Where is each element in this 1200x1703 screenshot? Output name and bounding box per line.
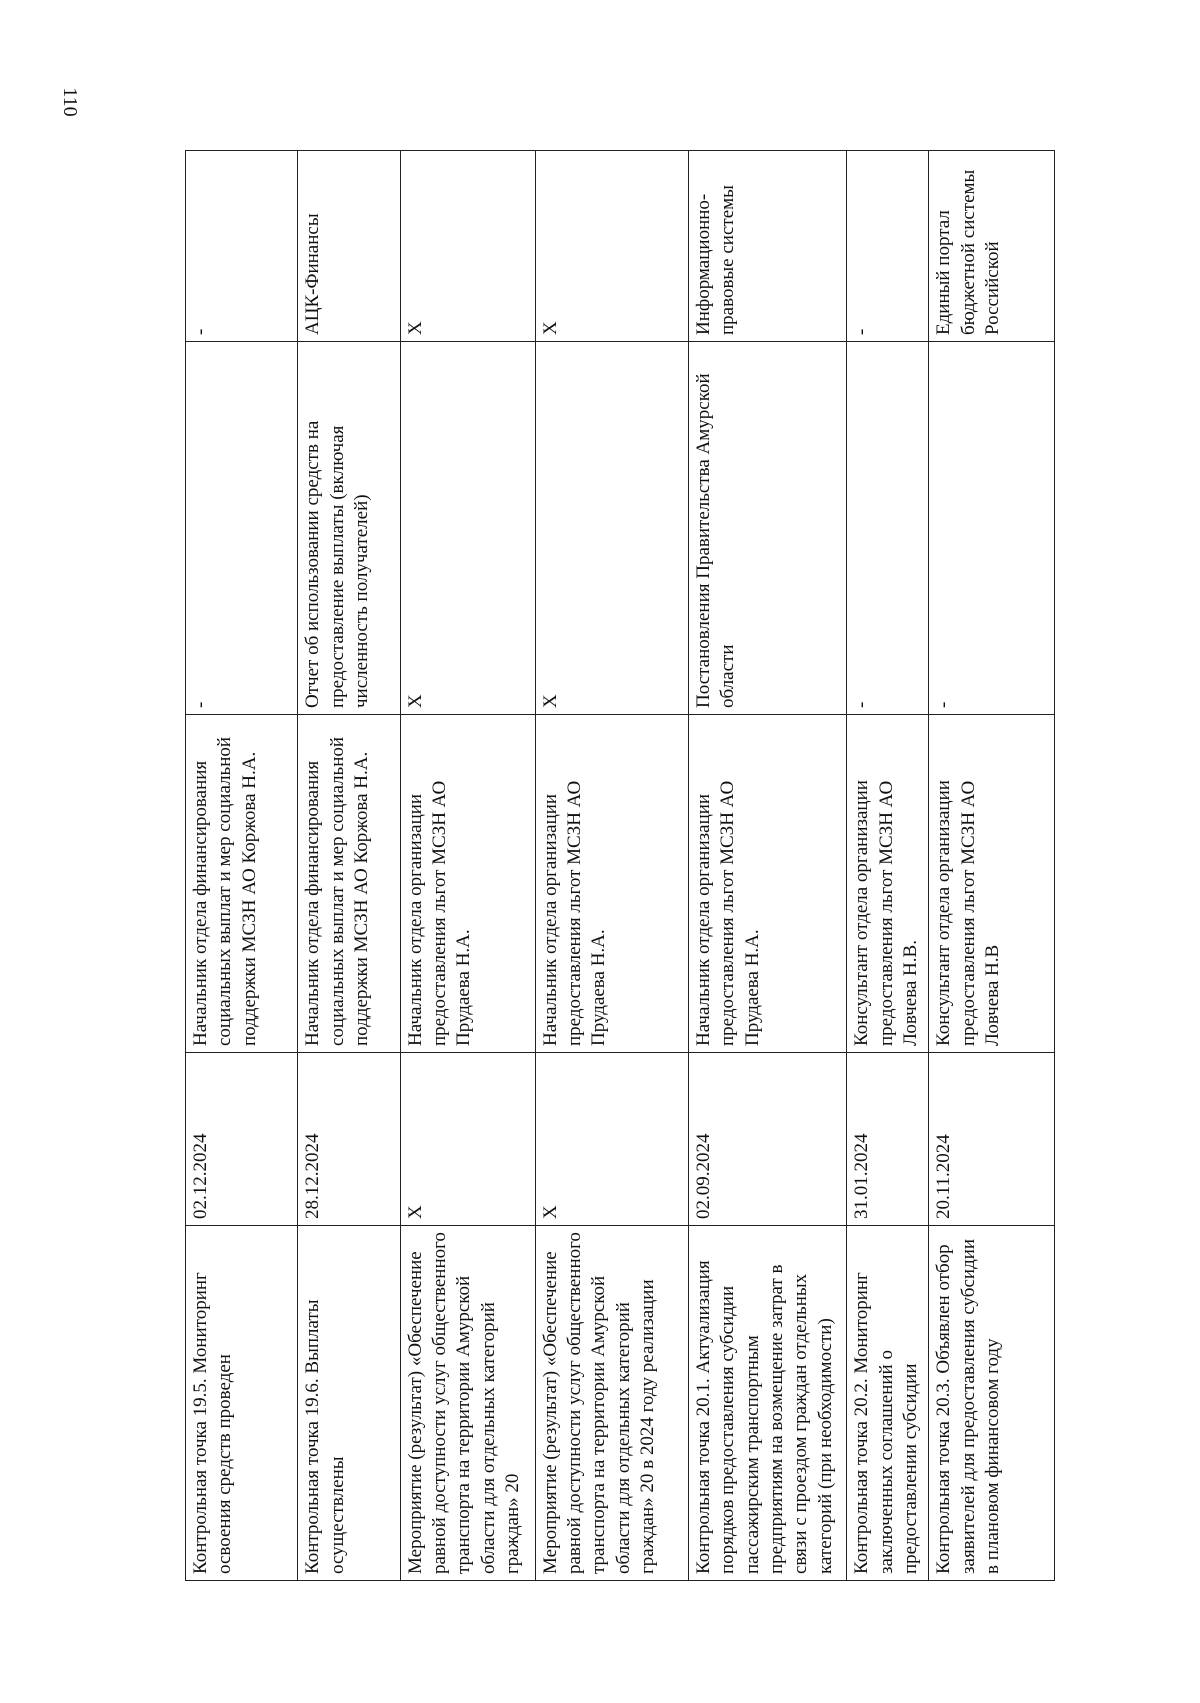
cell-date: X (535, 1053, 688, 1226)
cell-document: - (929, 342, 1055, 715)
cell-event: Контрольная точка 19.6. Выплаты осуществлены (298, 1226, 400, 1581)
cell-document: Постановления Правительства Амурской области (689, 342, 847, 715)
table-row (400, 151, 535, 1581)
table-row (535, 151, 688, 1581)
cell-system: АЦК-Финансы (298, 151, 400, 342)
cell-responsible: Начальник отдела организации предоставления льгот МСЗН АО Прудаева Н.А. (689, 715, 847, 1053)
cell-responsible: Начальник отдела финансирования социальных выплат и мер социальной поддержки МСЗН АО Коржова Н.А. (186, 715, 298, 1053)
table-row (186, 151, 298, 1581)
cell-date: 31.01.2024 (847, 1053, 929, 1226)
cell-system: Единый портал бюджетной системы Российской (929, 151, 1055, 342)
cell-system: X (400, 151, 535, 342)
cell-document: - (847, 342, 929, 715)
cell-system: X (535, 151, 688, 342)
rotated-table-container (185, 151, 1055, 1581)
cell-date: 02.09.2024 (689, 1053, 847, 1226)
cell-date: X (400, 1053, 535, 1226)
cell-document: - (186, 342, 298, 715)
cell-event: Контрольная точка 20.2. Мониторинг заключенных соглашений о предоставлении субсидии (847, 1226, 929, 1581)
table-row (847, 151, 929, 1581)
cell-responsible: Начальник отдела организации предоставления льгот МСЗН АО Прудаева Н.А. (535, 715, 688, 1053)
table-row (929, 151, 1055, 1581)
cell-event: Мероприятие (результат) «Обеспечение равной доступности услуг общественного транспорта на территории Амурской области для отдельных категорий граждан» 20 в 2024 году реализации (535, 1226, 688, 1581)
cell-document: X (400, 342, 535, 715)
cell-date: 28.12.2024 (298, 1053, 400, 1226)
cell-responsible: Консультант отдела организации предоставления льгот МСЗН АО Ловчева Н.В. (847, 715, 929, 1053)
cell-system: Информационно-правовые системы (689, 151, 847, 342)
table-row (689, 151, 847, 1581)
cell-date: 02.12.2024 (186, 1053, 298, 1226)
cell-system: - (847, 151, 929, 342)
table-row (298, 151, 400, 1581)
cell-document: Отчет об использовании средств на предоставление выплаты (включая численность получателей) (298, 342, 400, 715)
cell-event: Мероприятие (результат) «Обеспечение равной доступности услуг общественного транспорта на территории Амурской области для отдельных категорий граждан» 20 (400, 1226, 535, 1581)
plan-table (185, 150, 1055, 1581)
page-number: 110 (59, 87, 81, 117)
cell-event: Контрольная точка 20.1. Актуализация порядков предоставления субсидии пассажирским транспортным предприятиям на возмещение затрат в связи с проездом граждан отдельных категорий (при необходимости) (689, 1226, 847, 1581)
cell-responsible: Начальник отдела финансирования социальных выплат и мер социальной поддержки МСЗН АО Коржова Н.А. (298, 715, 400, 1053)
cell-responsible: Консультант отдела организации предоставления льгот МСЗН АО Ловчева Н.В (929, 715, 1055, 1053)
cell-responsible: Начальник отдела организации предоставления льгот МСЗН АО Прудаева Н.А. (400, 715, 535, 1053)
cell-document: X (535, 342, 688, 715)
cell-event: Контрольная точка 20.3. Объявлен отбор заявителей для предоставления субсидии в плановом финансовом году (929, 1226, 1055, 1581)
cell-date: 20.11.2024 (929, 1053, 1055, 1226)
cell-system: - (186, 151, 298, 342)
cell-event: Контрольная точка 19.5. Мониторинг освоения средств проведен (186, 1226, 298, 1581)
